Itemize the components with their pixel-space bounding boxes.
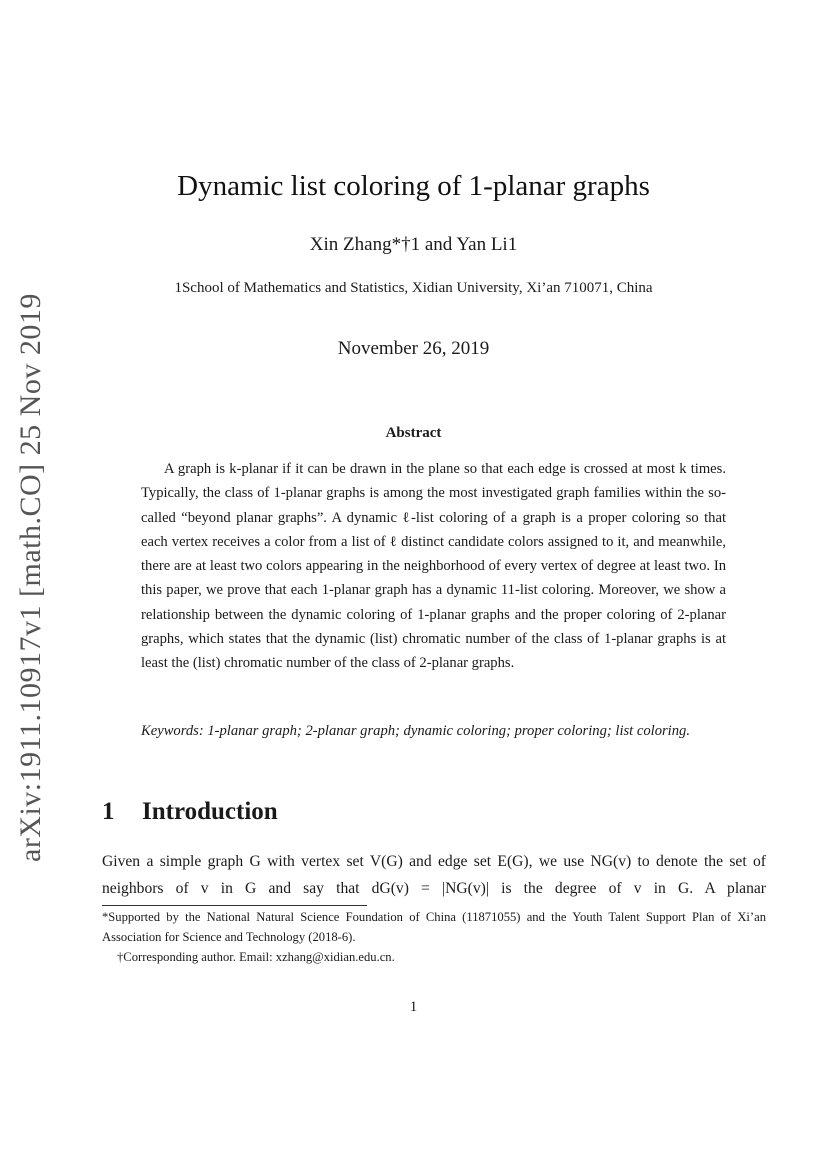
paper-affiliation: 1School of Mathematics and Statistics, Xidian University, Xi’an 710071, China — [174, 280, 653, 296]
intro-paragraph: Given a simple graph G with vertex set V(G) and edge set E(G), we use NG(v) to denote the set of neighbors of v in G and say that dG(v) = |NG(v)| is the degree of v in G. A planar — [102, 853, 766, 897]
keywords: Keywords: 1-planar graph; 2-planar graph; dynamic coloring; proper coloring; list coloring. — [141, 723, 690, 739]
footnote-corresponding: †Corresponding author. Email: xzhang@xidian.edu.cn. — [117, 950, 395, 964]
section-heading — [102, 798, 278, 826]
arxiv-stamp: arXiv:1911.10917v1 [math.CO] 25 Nov 2019 — [14, 293, 47, 862]
paper-date: November 26, 2019 — [337, 338, 490, 359]
paper-title: Dynamic list coloring of 1-planar graphs — [177, 170, 650, 202]
footnotes — [102, 907, 766, 967]
footnote-funding: *Supported by the National Natural Science Foundation of China (11871055) and the Youth Talent Support Plan of Xi’an Association for Science and Technology (2018-6). — [102, 910, 766, 944]
abstract-text: A graph is k-planar if it can be drawn in the plane so that each edge is crossed at most k times. Typically, the class of 1-planar graphs is among the most investigated graph families within the so-called “beyond planar graphs”. A dynamic ℓ-list coloring of a graph is a proper coloring so that each vertex receives a color from a list of ℓ distinct candidate colors assigned to it, and meanwhile, there are at least two colors appearing in the neighborhood of every vertex of degree at least two. In this paper, we prove that each 1-planar graph has a dynamic 11-list coloring. Moreover, we show a relationship between the dynamic coloring of 1-planar graphs and the proper coloring of 2-planar graphs, which states that the dynamic (list) chromatic number of the class of 1-planar graphs is at least the (list) chromatic number of the class of 2-planar graphs. — [141, 461, 726, 672]
section-number: 1 — [102, 798, 115, 825]
page-number: 1 — [409, 999, 418, 1015]
footnote-rule — [102, 905, 367, 906]
abstract-heading: Abstract — [385, 425, 442, 441]
paper-authors: Xin Zhang*†1 and Yan Li1 — [309, 234, 518, 255]
section-title: Introduction — [142, 798, 278, 825]
